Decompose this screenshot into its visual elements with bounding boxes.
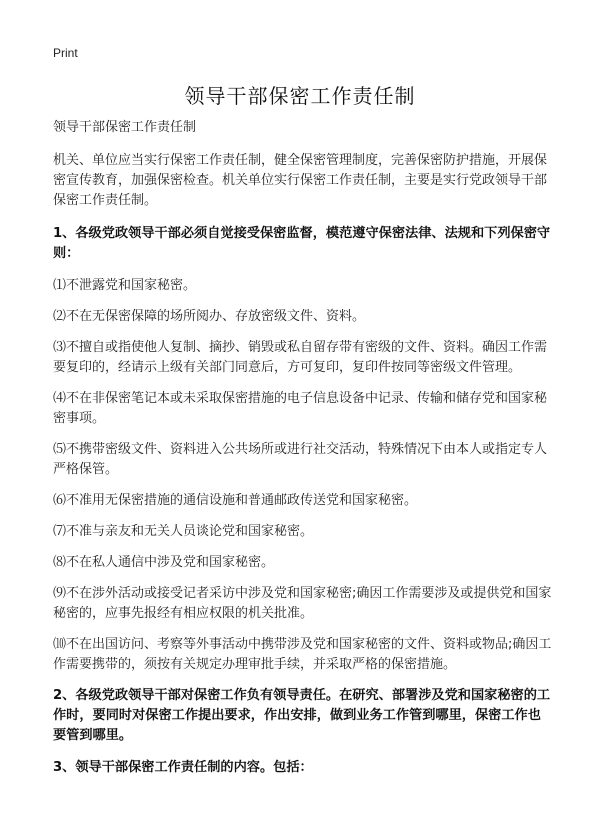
list-item-5: ⑸不携带密级文件、资料进入公共场所或进行社交活动，特殊情况下由本人或指定专人严格保管。 bbox=[53, 442, 548, 477]
list-item-2: ⑵不在无保密保障的场所阅办、存放密级文件、资料。 bbox=[53, 309, 366, 324]
page-title: 领导干部保密工作责任制 bbox=[184, 84, 416, 108]
list-item-7: ⑺不准与亲友和无关人员谈论党和国家秘密。 bbox=[53, 524, 314, 539]
print-label[interactable]: Print bbox=[53, 46, 78, 60]
list-item-10: ⑽不在出国访问、考察等外事活动中携带涉及党和国家秘密的文件、资料或物品;确因工作需要携带的，须按有关规定办理审批手续，并采取严格的保密措施。 bbox=[53, 637, 552, 672]
section-2-paragraph: 2、各级党政领导干部对保密工作负有领导责任。在研究、部署涉及党和国家秘密的工作时，要同时对保密工作提出要求，作出安排，做到业务工作管到哪里，保密工作也要管到哪里。 bbox=[53, 688, 551, 743]
list-item-4: ⑷不在非保密笔记本或未采取保密措施的电子信息设备中记录、传输和储存党和国家秘密事项。 bbox=[53, 391, 548, 426]
list-item-9: ⑼不在涉外活动或接受记者采访中涉及党和国家秘密;确因工作需要涉及或提供党和国家秘密的，应事先报经有相应权限的机关批准。 bbox=[53, 586, 552, 621]
intro-paragraph: 机关、单位应当实行保密工作责任制，健全保密管理制度，完善保密防护措施，开展保密宣传教育，加强保密检查。机关单位实行保密工作责任制，主要是实行党政领导干部保密工作责任制。 bbox=[53, 153, 548, 208]
section-3-heading: 3、领导干部保密工作责任制的内容。包括： bbox=[53, 760, 313, 775]
list-item-6: ⑹不准用无保密措施的通信设施和普通邮政传送党和国家秘密。 bbox=[53, 493, 418, 508]
section-1-heading: 1、各级党政领导干部必须自觉接受保密监督，模范遵守保密法律、法规和下列保密守则： bbox=[53, 226, 551, 261]
list-item-3: ⑶不擅自或指使他人复制、摘抄、销毁或私自留存带有密级的文件、资料。确因工作需要复印的，经请示上级有关部门同意后，方可复印，复印件按同等密级文件管理。 bbox=[53, 340, 548, 375]
document-body bbox=[53, 118, 553, 790]
list-item-8: ⑻不在私人通信中涉及党和国家秘密。 bbox=[53, 555, 275, 570]
list-item-1: ⑴不泄露党和国家秘密。 bbox=[53, 278, 197, 293]
document-subtitle: 领导干部保密工作责任制 bbox=[53, 120, 197, 135]
